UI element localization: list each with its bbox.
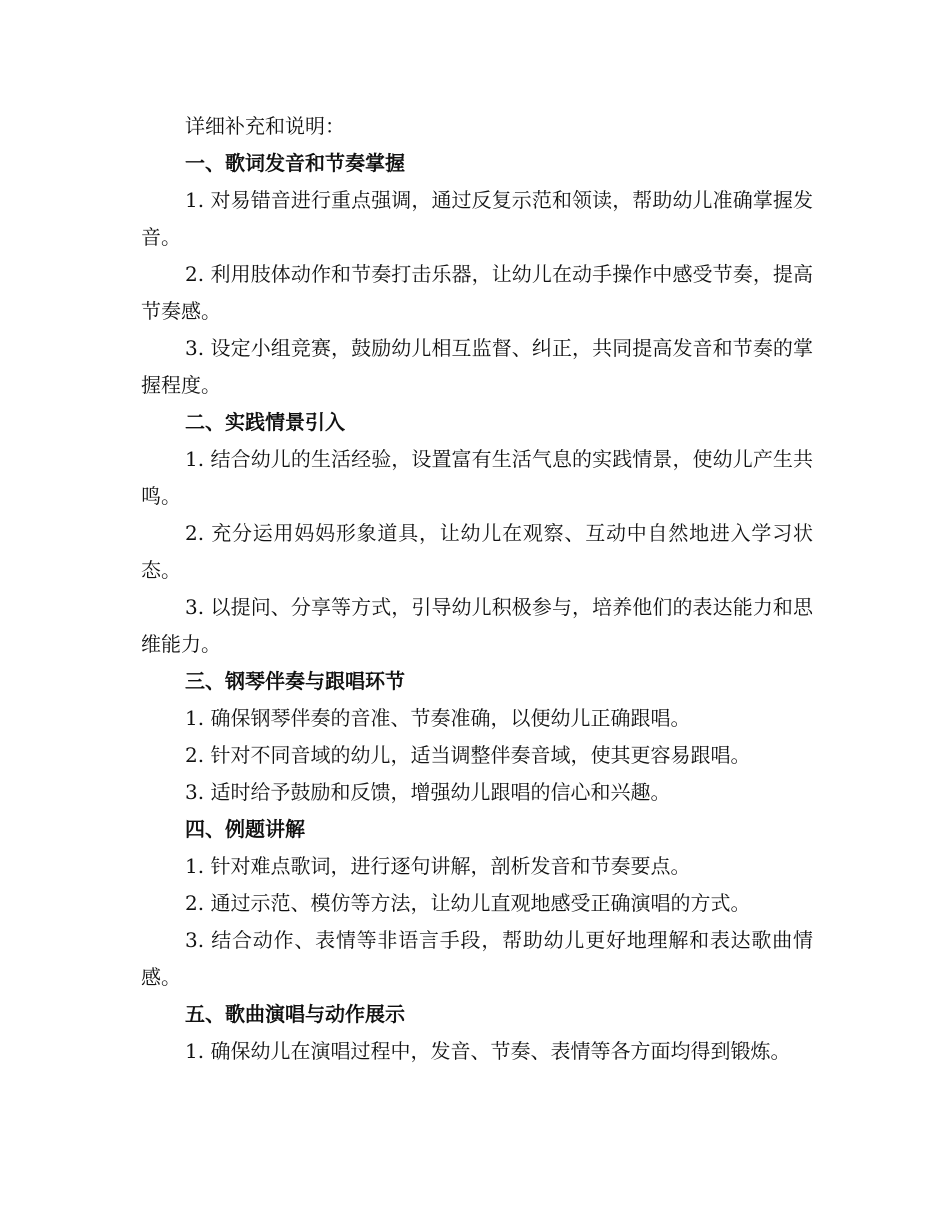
- list-item: 2. 通过示范、模仿等方法，让幼儿直观地感受正确演唱的方式。: [185, 891, 751, 915]
- list-item: 2. 充分运用妈妈形象道具，让幼儿在观察、互动中自然地进入学习状态。: [141, 521, 813, 582]
- section-heading: 二、实践情景引入: [185, 410, 345, 434]
- list-item: 2. 利用肢体动作和节奏打击乐器，让幼儿在动手操作中感受节奏，提高节奏感。: [141, 262, 813, 323]
- list-item: 3. 以提问、分享等方式，引导幼儿积极参与，培养他们的表达能力和思维能力。: [141, 595, 813, 656]
- list-item: 1. 确保钢琴伴奏的音准、节奏准确，以便幼儿正确跟唱。: [185, 706, 691, 730]
- list-item: 3. 设定小组竞赛，鼓励幼儿相互监督、纠正，共同提高发音和节奏的掌握程度。: [141, 336, 813, 397]
- list-item: 2. 针对不同音域的幼儿，适当调整伴奏音域，使其更容易跟唱。: [185, 743, 751, 767]
- list-item: 3. 结合动作、表情等非语言手段，帮助幼儿更好地理解和表达歌曲情感。: [141, 928, 813, 989]
- list-item: 3. 适时给予鼓励和反馈，增强幼儿跟唱的信心和兴趣。: [185, 780, 671, 804]
- section-heading: 四、例题讲解: [185, 817, 305, 841]
- section-heading: 一、歌词发音和节奏掌握: [185, 151, 405, 175]
- intro-line: 详细补充和说明：: [185, 114, 345, 138]
- list-item: 1. 针对难点歌词，进行逐句讲解，剖析发音和节奏要点。: [185, 854, 691, 878]
- document-page: [141, 108, 813, 1070]
- section-heading: 三、钢琴伴奏与跟唱环节: [185, 669, 405, 693]
- section-heading: 五、歌曲演唱与动作展示: [185, 1002, 405, 1026]
- list-item: 1. 确保幼儿在演唱过程中，发音、节奏、表情等各方面均得到锻炼。: [185, 1039, 791, 1063]
- list-item: 1. 结合幼儿的生活经验，设置富有生活气息的实践情景，使幼儿产生共鸣。: [141, 447, 813, 508]
- list-item: 1. 对易错音进行重点强调，通过反复示范和领读，帮助幼儿准确掌握发音。: [141, 188, 813, 249]
